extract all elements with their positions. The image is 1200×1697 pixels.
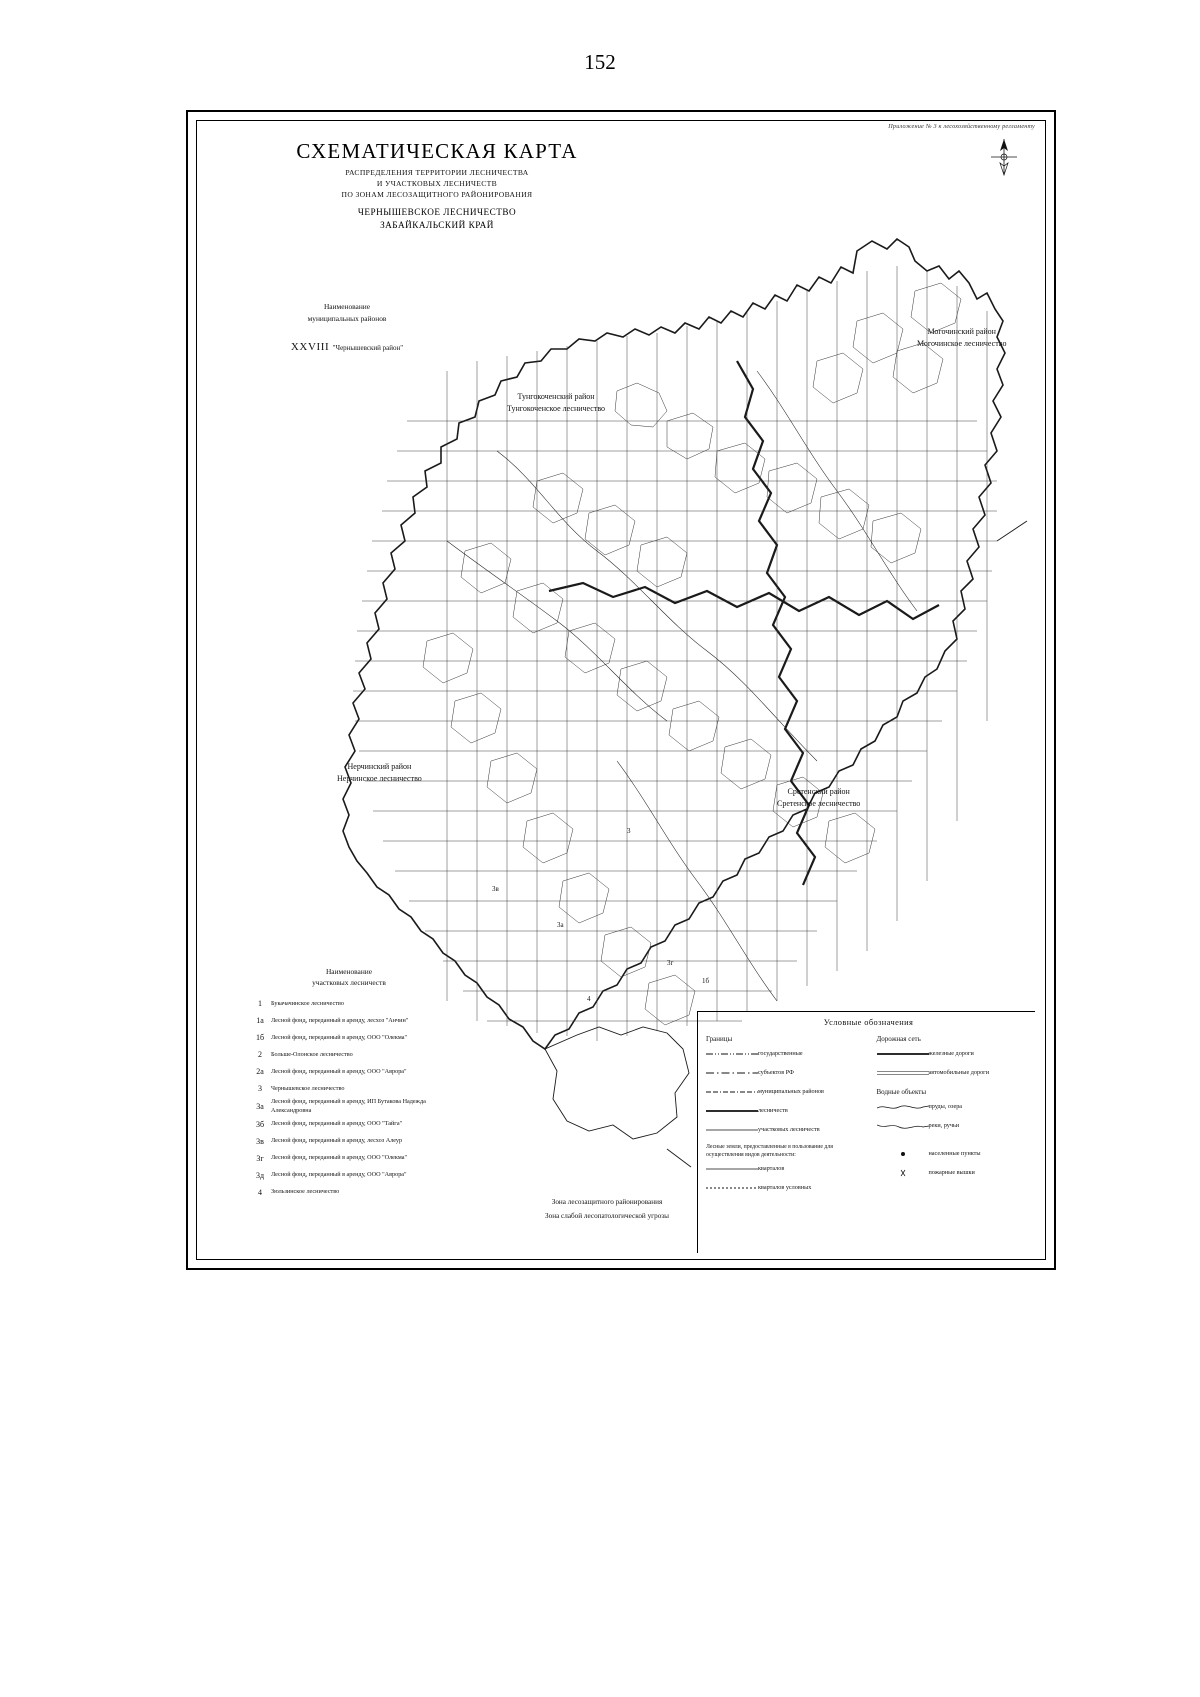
svg-text:3в: 3в: [492, 885, 499, 893]
uch-legend-number: 3в: [256, 1136, 264, 1146]
legend-item-label: пожарные вышки: [928, 1168, 975, 1176]
zoning-note-line-2: Зона слабой лесопатологической угрозы: [545, 1211, 669, 1220]
district-label-sretensk-line-1: Сретенский район: [787, 787, 850, 796]
svg-text:3г: 3г: [667, 959, 674, 967]
legend-title: Условные обозначения: [823, 1018, 914, 1027]
map-subtitle: [227, 167, 647, 200]
legend-item-uchastkovoe-border: [706, 1125, 869, 1135]
region-name: ЗАБАЙКАЛЬСКИЙ КРАЙ: [380, 220, 494, 231]
uch-legend-label: Лесной фонд, переданный в аренду, ИП Бутакова Надежда Александровна: [271, 1098, 426, 1114]
uch-legend-number: 3г: [256, 1153, 264, 1163]
district-label-tungokochen-line-2: Тунгокоченское лесничество: [507, 404, 606, 413]
district-label-mogocha-line-2: Могочинское лесничество: [917, 339, 1007, 348]
legend-item-kvartal-border: [706, 1164, 869, 1174]
district-label-mogocha: [917, 326, 1006, 350]
river-line-icon: [877, 1121, 929, 1131]
uchastkovye-lesnichestva-legend: [249, 966, 449, 1202]
uch-legend-item: [249, 1185, 449, 1200]
uch-legend-number: 1б: [255, 1033, 265, 1043]
map-subtitle-line-1: РАСПРЕДЕЛЕНИЯ ТЕРРИТОРИИ ЛЕСНИЧЕСТВА: [345, 168, 529, 177]
muni-key-name: "Чернышевский район": [332, 343, 404, 352]
muni-key-heading-2: муниципальных районов: [307, 313, 387, 323]
uch-legend-heading-line-2: участковых лесничеств: [312, 978, 386, 988]
muni-key-number: XXVIII: [290, 340, 330, 353]
uch-legend-number: 2: [258, 1050, 262, 1060]
approval-note: Приложение № 3 к лесохозяйственному регламенту: [888, 123, 1035, 130]
legend-item-label: государственные: [758, 1049, 803, 1057]
legend-item-label: кварталов условных: [758, 1183, 812, 1191]
district-label-nerchinsk: [337, 761, 422, 785]
uch-legend-number: 3: [258, 1084, 262, 1094]
solid-thin-line-icon: [706, 1125, 758, 1135]
legend-lease-note: Лесные земли, предоставленные в пользование для осуществления видов деятельности:: [706, 1144, 833, 1158]
map-inner-frame: [196, 120, 1046, 1260]
legend-item-railway: [877, 1049, 1032, 1059]
uch-legend-label: Зюльзинское лесничество: [271, 1188, 340, 1196]
solid-thick-line-icon: [877, 1049, 929, 1059]
hatch-marker-icon: [877, 1168, 929, 1178]
uch-legend-item: [249, 1030, 449, 1045]
uch-legend-heading: [249, 966, 449, 988]
legend-conventional-signs: [697, 1011, 1035, 1253]
legend-item-fire-towers: [877, 1168, 1032, 1178]
legend-item-label: кварталов: [758, 1164, 785, 1172]
svg-text:3а: 3а: [557, 921, 564, 929]
uch-legend-number: 4: [258, 1187, 262, 1197]
legend-item-label: населенные пункты: [928, 1149, 981, 1157]
uch-legend-number: 3д: [255, 1170, 265, 1180]
zoning-note: [497, 1196, 717, 1223]
map-title: СХЕМАТИЧЕСКАЯ КАРТА: [296, 139, 578, 163]
map-sheet: [186, 110, 1056, 1270]
uch-legend-label: Лесной фонд, переданный в аренду, ООО "Аврора": [271, 1171, 407, 1179]
map-subtitle-line-3: ПО ЗОНАМ ЛЕСОЗАЩИТНОГО РАЙОНИРОВАНИЯ: [341, 190, 533, 199]
forestry-name-block: [227, 206, 647, 233]
dotted-line-icon: [706, 1183, 758, 1193]
district-label-sretensk-line-2: Сретенское лесничество: [777, 799, 861, 808]
uch-legend-item: [249, 1168, 449, 1183]
dot-marker-icon: [877, 1149, 929, 1159]
district-label-sretensk: [777, 786, 860, 810]
district-label-tungokochen: [507, 391, 605, 415]
solid-thick-line-icon: [706, 1106, 758, 1116]
legend-item-rivers-streams: [877, 1121, 1032, 1131]
uch-legend-number: 1: [258, 999, 262, 1009]
map-title-block: [227, 139, 647, 233]
uch-legend-heading-line-1: Наименование: [325, 967, 373, 976]
svg-text:1б: 1б: [702, 977, 710, 985]
map-subtitle-line-2: И УЧАСТКОВЫХ ЛЕСНИЧЕСТВ: [376, 179, 498, 188]
district-label-nerchinsk-line-1: Нерчинский район: [347, 762, 412, 771]
svg-text:4: 4: [587, 995, 591, 1003]
dash-dot-dot-line-icon: [706, 1049, 758, 1059]
legend-item-label: субъектов РФ: [758, 1068, 794, 1076]
uch-legend-item: [249, 1134, 449, 1149]
legend-item-subject-border: [706, 1068, 869, 1078]
uch-legend-label: Чернышевское лесничество: [271, 1084, 345, 1092]
legend-item-ponds-lakes: [877, 1102, 1032, 1112]
uch-legend-item: [249, 996, 449, 1011]
legend-item-settlements: [877, 1149, 1032, 1159]
river-line-icon: [877, 1102, 929, 1112]
svg-text:3: 3: [627, 827, 631, 835]
district-label-mogocha-line-1: Могочинский район: [927, 327, 996, 336]
uch-legend-label: Лесной фонд, переданный в аренду, ООО "Тайга": [271, 1120, 403, 1128]
uch-legend-item: [249, 1047, 449, 1062]
zoning-note-line-1: Зона лесозащитного районирования: [551, 1198, 663, 1206]
legend-item-kvartal-conditional-border: [706, 1183, 869, 1193]
uch-legend-item: [249, 1013, 449, 1028]
uch-legend-item: [249, 1064, 449, 1079]
legend-water-heading: Водные объекты: [876, 1088, 927, 1096]
uch-legend-number: 3б: [255, 1119, 265, 1129]
legend-borders-heading: Границы: [706, 1035, 733, 1043]
forestry-name: ЧЕРНЫШЕВСКОЕ ЛЕСНИЧЕСТВО: [357, 207, 517, 217]
legend-item-label: муниципальных районов: [758, 1087, 824, 1095]
municipal-district-key: [257, 301, 437, 356]
legend-item-municipal-border: [706, 1087, 869, 1097]
solid-thin-line-icon: [706, 1164, 758, 1174]
legend-roads-heading: Дорожная сеть: [876, 1035, 921, 1043]
uch-legend-label: Лесной фонд, переданный в аренду, лесхоз Алеур: [271, 1137, 403, 1145]
legend-item-label: автомобильные дороги: [928, 1068, 990, 1076]
uch-legend-item: [249, 1081, 449, 1096]
legend-column-roads-water: [869, 1035, 1032, 1202]
uch-legend-label: Лесной фонд, переданный в аренду, лесхоз "Анчин": [271, 1016, 409, 1024]
uch-legend-label: Больше-Олонское лесничество: [271, 1050, 353, 1058]
legend-item-forestry-border: [706, 1106, 869, 1116]
uch-legend-number: 1а: [256, 1016, 264, 1026]
legend-item-label: пруды, озера: [928, 1102, 963, 1110]
district-label-nerchinsk-line-2: Нерчинское лесничество: [337, 774, 422, 783]
legend-item-state-border: [706, 1049, 869, 1059]
uch-legend-label: Лесной фонд, переданный в аренду, ООО "Олекма": [271, 1033, 408, 1041]
uch-legend-label: Лесной фонд, переданный в аренду, ООО "Аврора": [271, 1067, 407, 1075]
legend-column-borders: [706, 1035, 869, 1202]
muni-key-heading-1: Наименование: [323, 302, 371, 311]
uch-legend-item: [249, 1117, 449, 1132]
dash-dash-dot-line-icon: [706, 1087, 758, 1097]
legend-item-label: железные дороги: [928, 1049, 974, 1057]
uch-legend-item: [249, 1151, 449, 1166]
compass-rose-icon: [987, 137, 1021, 177]
muni-key-entry: [257, 339, 437, 357]
legend-item-label: лесничеств: [758, 1106, 788, 1114]
uch-legend-number: 2а: [256, 1067, 264, 1077]
dash-dot-line-icon: [706, 1068, 758, 1078]
district-label-tungokochen-line-1: Тунгокоченский район: [517, 392, 595, 401]
legend-item-motorway: [877, 1068, 1032, 1078]
legend-item-label: участковых лесничеств: [758, 1125, 820, 1133]
legend-item-label: реки, ручьи: [928, 1121, 960, 1129]
page-number: 152: [584, 50, 616, 74]
uch-legend-item: [249, 1098, 449, 1115]
uch-legend-number: 3а: [256, 1102, 264, 1112]
uch-legend-label: Букачачинское лесничество: [271, 999, 344, 1007]
uch-legend-label: Лесной фонд, переданный в аренду, ООО "Олекма": [271, 1154, 408, 1162]
double-thin-line-icon: [877, 1068, 929, 1078]
